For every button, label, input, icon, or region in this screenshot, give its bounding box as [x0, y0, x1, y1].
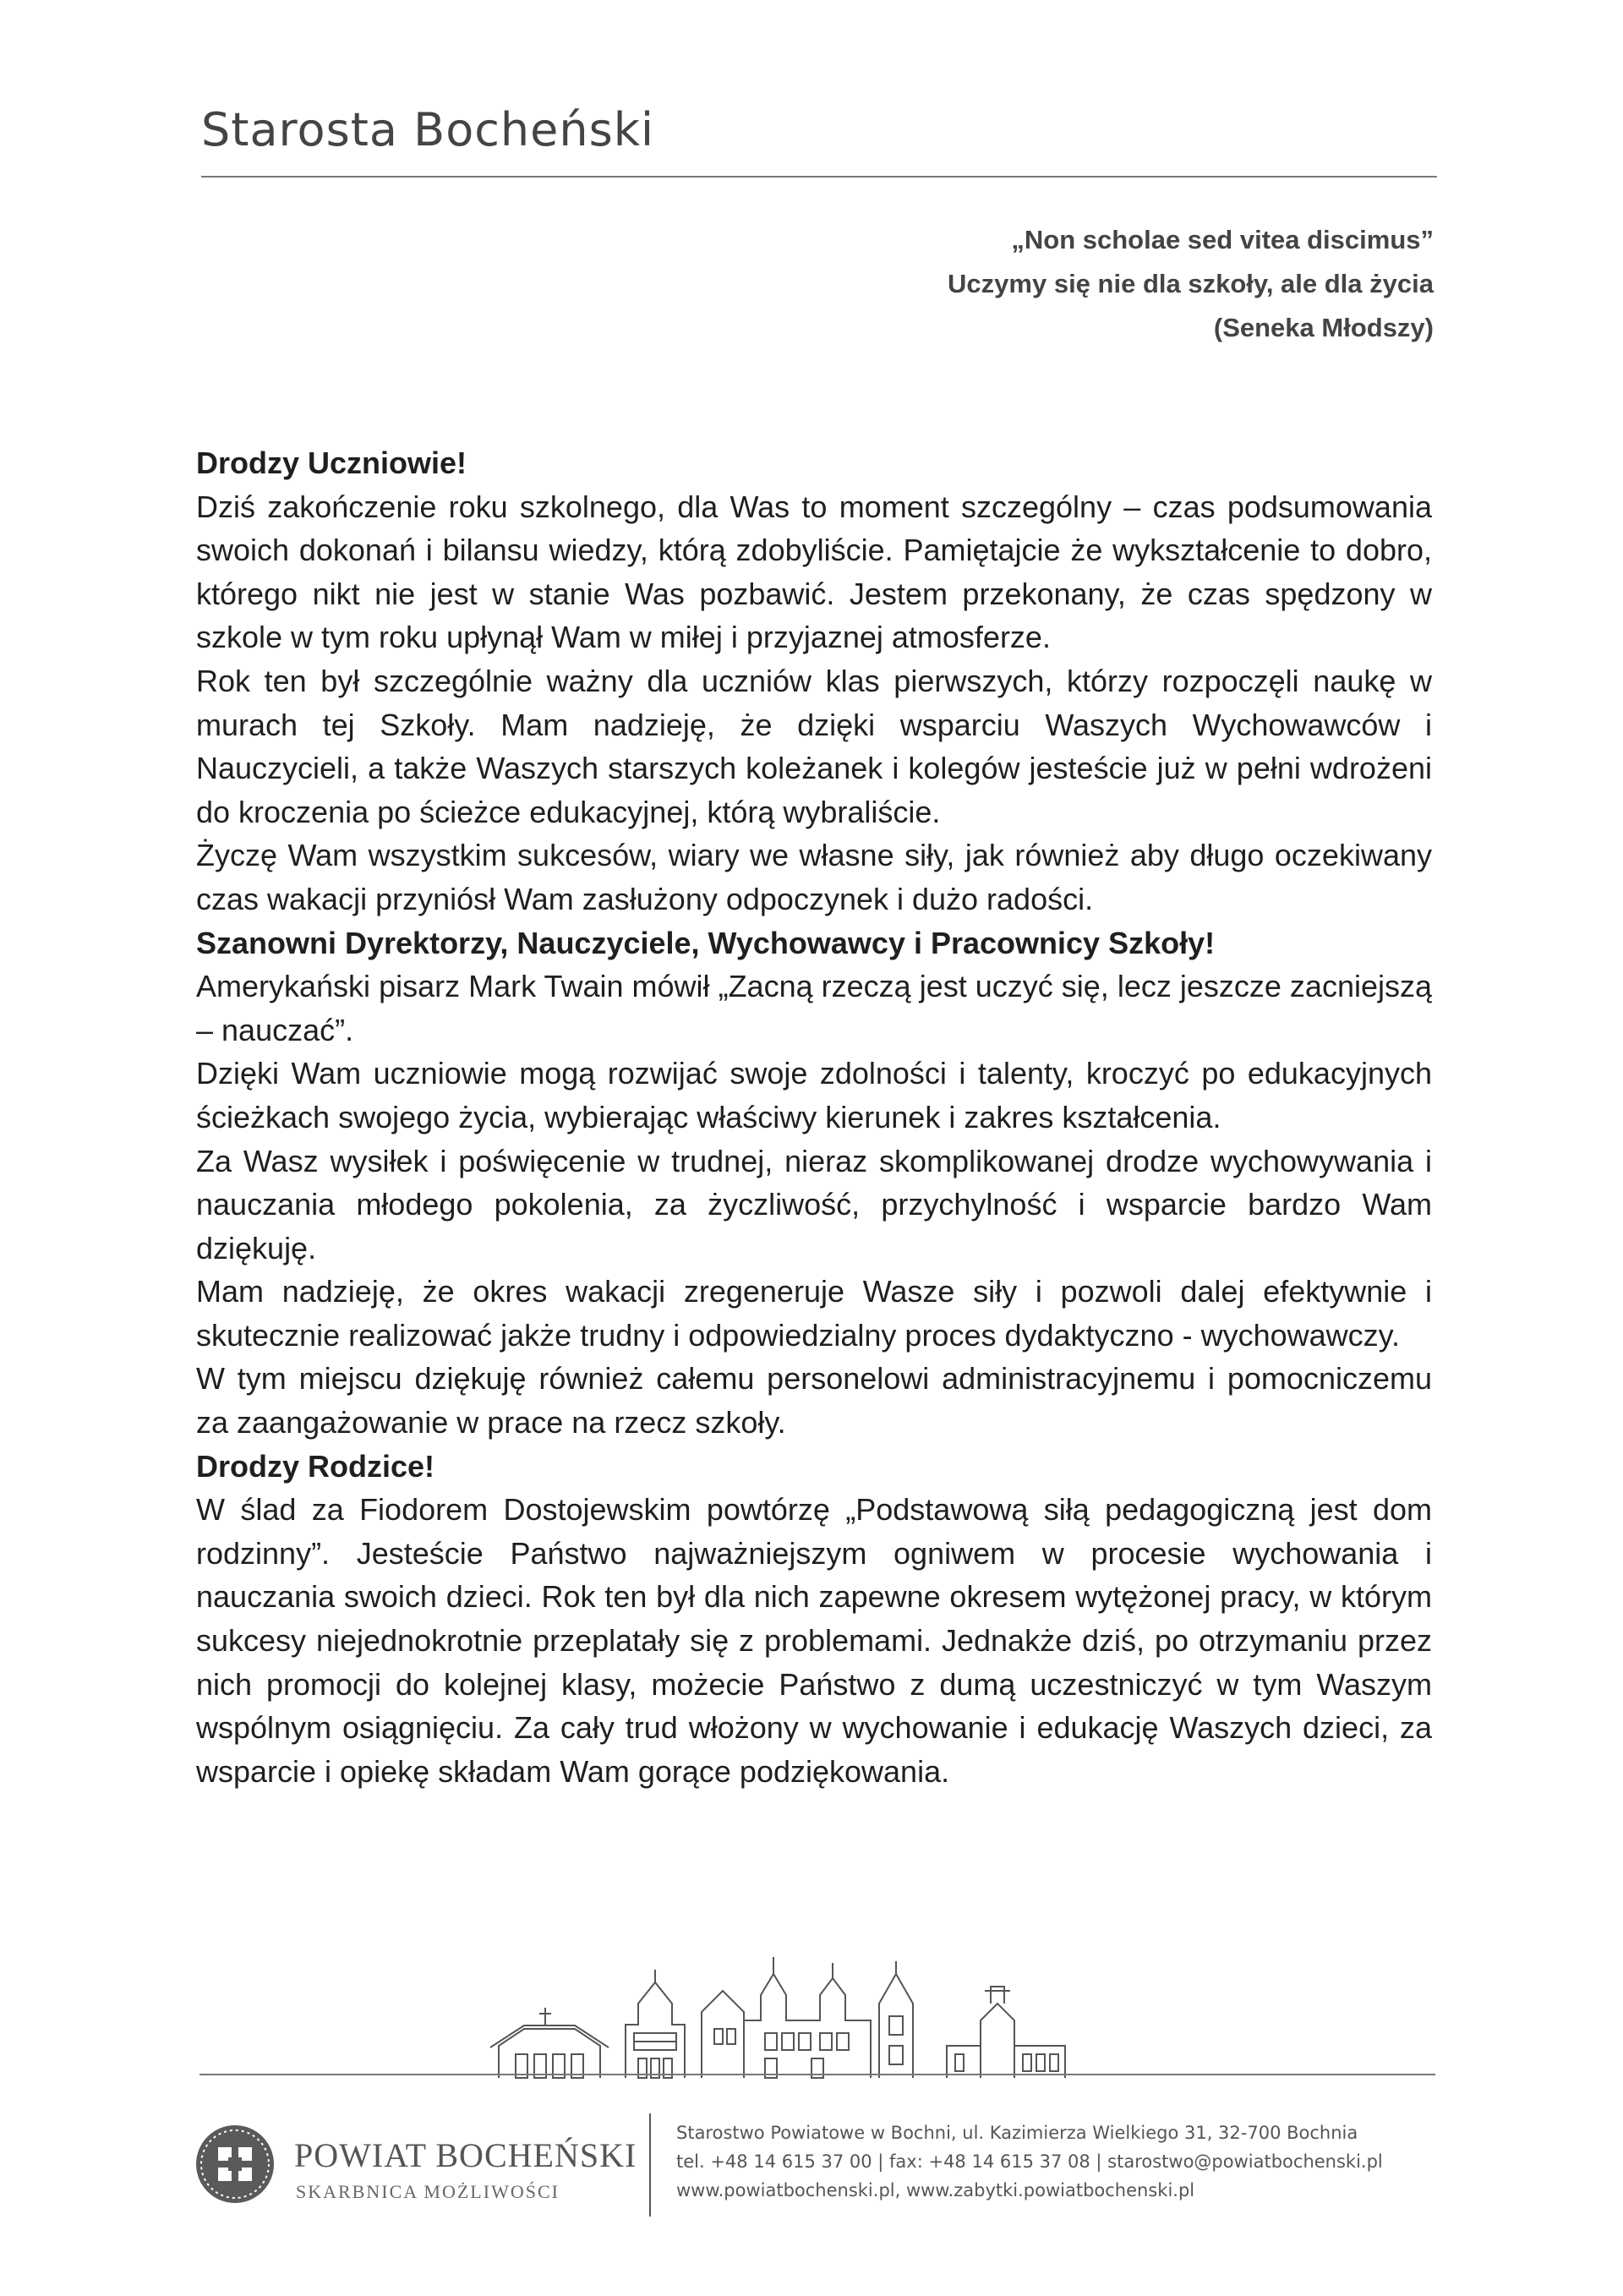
paragraph: Życzę Wam wszystkim sukcesów, wiary we własne siły, jak również aby długo oczekiwany czas wakacji przyniósł Wam zasłużony odpoczynek i dużo radości.	[196, 838, 1432, 916]
paragraph: Dzięki Wam uczniowie mogą rozwijać swoje zdolności i talenty, kroczyć po edukacyjnych ścieżkach swojego życia, wybierając właściwy kierunek i zakres kształcenia.	[196, 1056, 1432, 1134]
footer-divider	[199, 2074, 1435, 2075]
greeting-parents: Drodzy Rodzice!	[196, 1448, 435, 1484]
motto-quote	[948, 218, 1434, 350]
town-skyline-illustration	[473, 1944, 1124, 2080]
footer-vertical-divider	[649, 2113, 651, 2217]
paragraph: Mam nadzieję, że okres wakacji zregeneruje Wasze siły i pozwoli dalej efektywnie i skutecznie realizować jakże trudny i odpowiedzialny proces dydaktyczno - wychowawczy.	[196, 1274, 1432, 1353]
paragraph: Za Wasz wysiłek i poświęcenie w trudnej, nieraz skomplikowanej drodze wychowywania i nauczania młodego pokolenia, za życzliwość, przychylność i wsparcie bardzo Wam dziękuję.	[196, 1143, 1432, 1266]
contact-address: Starostwo Powiatowe w Bochni, ul. Kazimierza Wielkiego 31, 32-700 Bochnia	[676, 2123, 1358, 2143]
paragraph: Rok ten był szczególnie ważny dla uczniów klas pierwszych, którzy rozpoczęli naukę w murach tej Szkoły. Mam nadzieję, że dzięki wsparciu Waszych Wychowawców i Nauczycieli, a także Waszych starszych koleżanek i kolegów jesteście już w pełni wdrożeni do kroczenia po ścieżce edukacyjnej, którą wybraliście.	[196, 663, 1432, 829]
letter-body	[196, 441, 1432, 1793]
header-divider	[201, 176, 1437, 178]
wooden-church-drawing	[490, 2008, 609, 2078]
motto-author: (Seneka Młodszy)	[1213, 313, 1434, 342]
page-title: Starosta Bocheński	[201, 103, 655, 156]
contact-block	[676, 2118, 1383, 2205]
motto-polish: Uczymy się nie dla szkoły, ale dla życia	[948, 269, 1434, 298]
paragraph: Dziś zakończenie roku szkolnego, dla Was to moment szczególny – czas podsumowania swoich dokonań i bilansu wiedzy, którą zdobyliście. Pamiętajcie że wykształcenie to dobro, którego nikt nie jest w stanie Was pozbawić. Jestem przekonany, że czas spędzony w szkole w tym roku upłynął Wam w miłej i przyjaznej atmosferze.	[196, 489, 1432, 655]
contact-phones: tel. +48 14 615 37 00 | fax: +48 14 615 37 08 | starostwo@powiatbochenski.pl	[676, 2151, 1383, 2172]
motto-latin: „Non scholae sed vitea discimus”	[1011, 225, 1434, 254]
paragraph: Amerykański pisarz Mark Twain mówił „Zacną rzeczą jest uczyć się, lecz jeszcze zacniejszą – nauczać”.	[196, 969, 1432, 1047]
greeting-students: Drodzy Uczniowie!	[196, 446, 467, 480]
paragraph: W ślad za Fiodorem Dostojewskim powtórzę „Podstawową siłą pedagogiczną jest dom rodzinny”. Jesteście Państwo najważniejszym ogniwem w procesie wychowania i nauczania swoich dzieci. Rok ten był dla nich zapewne okresem wytężonej pracy, w którym sukcesy niejednokrotnie przeplatały się z problemami. Jednakże dziś, po otrzymaniu przez nich promocji do kolejnej klasy, możecie Państwo z dumą uczestniczyć w tym Waszym wspólnym osiągnięciu. Za cały trud włożony w wychowanie i edukację Waszych dzieci, za wsparcie i opiekę składam Wam gorące podziękowania.	[196, 1492, 1432, 1789]
contact-websites: www.powiatbochenski.pl, www.zabytki.powiatbochenski.pl	[676, 2180, 1195, 2200]
tower-drawing	[879, 1961, 913, 2078]
greeting-staff: Szanowni Dyrektorzy, Nauczyciele, Wychowawcy i Pracownicy Szkoły!	[196, 925, 1216, 960]
paragraph: W tym miejscu dziękuję również całemu personelowi administracyjnemu i pomocniczemu za zaangażowanie w prace na rzecz szkoły.	[196, 1361, 1432, 1440]
town-hall-drawing	[626, 1970, 685, 2078]
logo-name: POWIAT BOCHEŃSKI	[294, 2136, 637, 2174]
mine-shaft-drawing	[947, 1987, 1065, 2078]
powiat-emblem-icon	[193, 2122, 277, 2206]
logo-tagline: SKARBNICA MOŻLIWOŚCI	[296, 2181, 560, 2202]
castle-drawing	[702, 1957, 871, 2078]
